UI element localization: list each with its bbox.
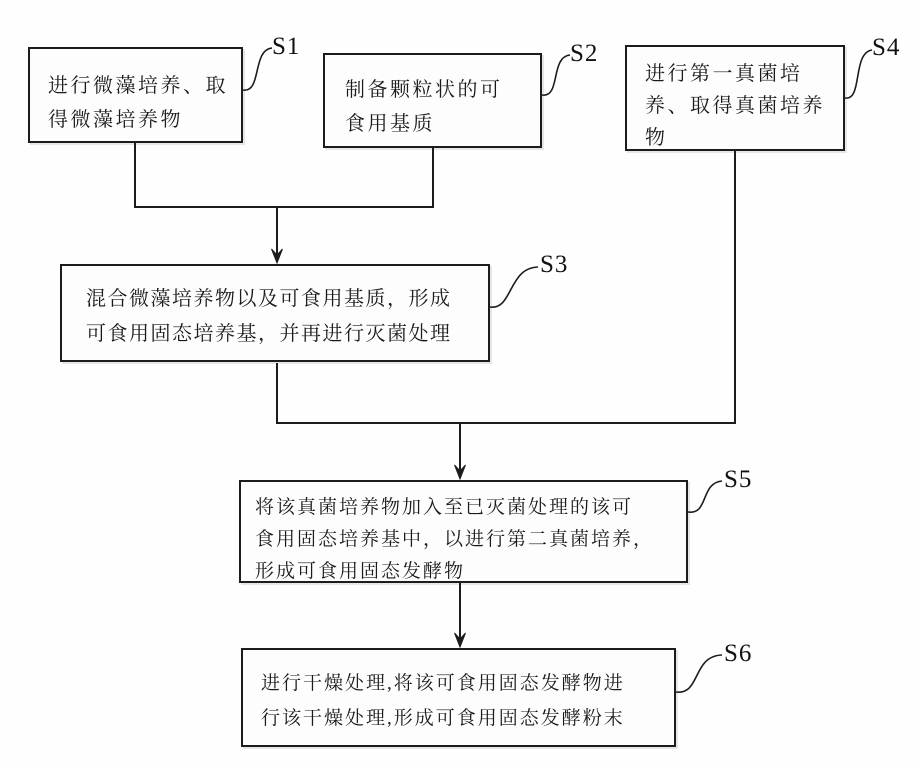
step-box-s6 <box>241 648 676 747</box>
leader-line-s2 <box>542 55 570 95</box>
step-text-line: 可食用固态培养基，并再进行灭菌处理 <box>86 323 452 345</box>
leader-line-s5 <box>688 481 722 512</box>
step-text-line: 制备颗粒状的可 <box>345 79 503 101</box>
step-box-s1 <box>28 47 243 143</box>
step-text-line: 行该干燥处理,形成可食用固态发酵粉末 <box>261 708 625 729</box>
leader-line-s4 <box>845 50 872 98</box>
step-box-s5 <box>239 480 688 583</box>
step-text-line: 混合微藻培养物以及可食用基质，形成 <box>86 288 452 310</box>
step-label-s1: S1 <box>272 33 301 60</box>
step-label-s3: S3 <box>540 251 569 278</box>
leader-line-s1 <box>243 48 272 90</box>
step-text-line: 食用固态培养基中，以进行第二真菌培养， <box>255 529 655 550</box>
step-box-s3 <box>60 264 490 362</box>
step-text-line: 进行微藻培养、取 <box>48 75 228 97</box>
step-label-s6: S6 <box>724 640 753 667</box>
step-text-line: 得微藻培养物 <box>48 109 183 131</box>
step-text-line: 将该真菌培养物加入至已灭菌处理的该可 <box>255 497 634 518</box>
leader-line-s6 <box>676 655 722 692</box>
step-text-line: 进行干燥处理,将该可食用固态发酵物进 <box>261 673 625 694</box>
step-text-line: 物 <box>645 127 668 149</box>
step-text-line: 养、取得真菌培养 <box>645 95 825 117</box>
step-label-s5: S5 <box>724 466 753 493</box>
step-text-line: 食用基质 <box>345 113 435 135</box>
step-box-s4 <box>625 45 845 151</box>
step-text-line: 进行第一真菌培 <box>645 63 803 85</box>
step-label-s2: S2 <box>570 40 599 67</box>
step-box-s2 <box>323 53 542 148</box>
step-label-s4: S4 <box>872 34 901 61</box>
step-text-line: 形成可食用固态发酵物 <box>255 561 466 582</box>
leader-line-s3 <box>490 267 538 307</box>
